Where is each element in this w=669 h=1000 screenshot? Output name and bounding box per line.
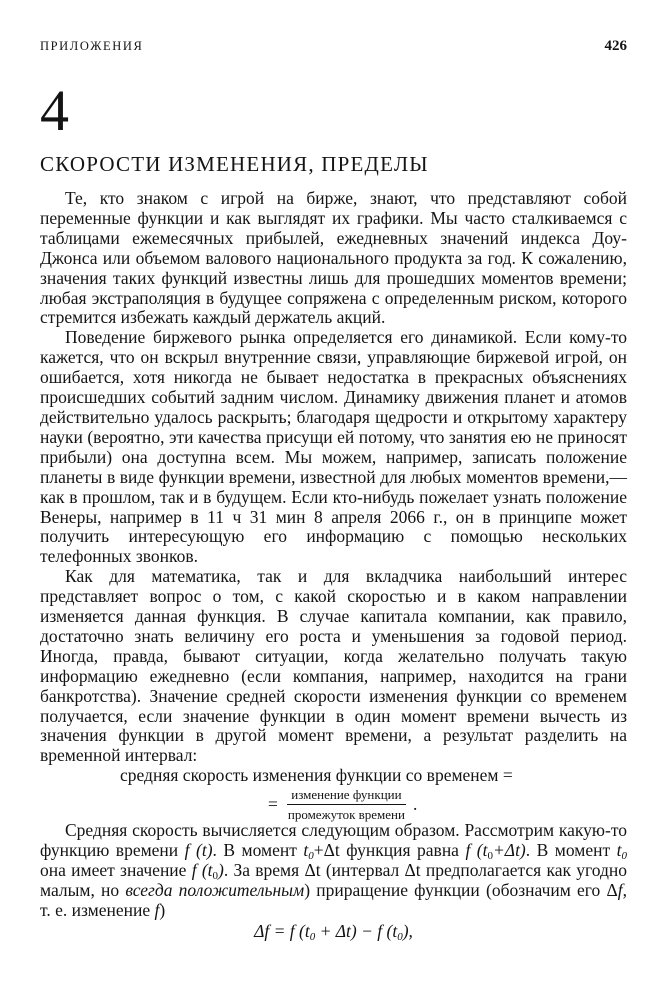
t0-symbol: $t_0$ (616, 840, 627, 863)
formula-end: . (412, 793, 418, 814)
delta-f-formula: Δf = f $(t_0 + \Delta t) - f$ $(t_0)$, (254, 920, 413, 943)
formula-fraction-group (268, 787, 417, 822)
paragraph-4: Средняя скорость вычисляется следующим образом. Рассмотрим какую-то функцию времени f (t). В момент $t_0+\Delta t$ функция равна f $(t_0+\Delta t)$. В момент $t_0$ она имеет значение f $(t_0)$. За время Δt (интервал Δt предполагается как угодно малым, но всегда положительным) приращение функции (обозначим его Δf, т. е. изменение f) (40, 820, 627, 920)
running-head (40, 38, 627, 55)
section-label: ПРИЛОЖЕНИЯ (40, 39, 144, 53)
average-rate-formula (40, 765, 627, 823)
f-symbol: f (154, 899, 160, 920)
f-symbol: f (617, 880, 623, 900)
t0-symbol: $t_0$ (303, 840, 314, 863)
chapter-number: 4 (40, 78, 69, 143)
paragraph-3: Как для математика, так и для вкладчика наибольший интерес представляет вопрос о том, с какой скоростью и в каком направлении изменяется данная функция. В случае капитала компании, как правило, достаточно знать величину его роста и уменьшения за годовой период. Иногда, правда, бывают ситуации, когда желательно получать такую информацию ежедневно (если компания, например, находится на грани банкротства). Значение средней скорости изменения функции со временем получается, если значение функции в один момент времени вычесть из значения функции в другой момент времени, а результат разделить на временной интервал: (40, 566, 627, 766)
formula-equals: = (268, 793, 278, 814)
fraction (284, 787, 409, 822)
chapter-title: СКОРОСТИ ИЗМЕНЕНИЯ, ПРЕДЕЛЫ (40, 152, 429, 176)
paragraph-1: Те, кто знаком с игрой на бирже, знают, что представляют собой переменные функции и как выглядят их графики. Мы часто сталкиваемся с таблицами ежемесячных прибылей, ежедневных значений индекса Доу-Джонса или объемом валового национального продукта за год. К сожалению, значения таких функций известны лишь для прошедших моментов времени; любая экстраполяция в будущее сопряжена с определенным риском, которого стремится избежать каждый держатель акций. (40, 188, 627, 328)
emphasis: всегда положительным (125, 880, 305, 900)
fraction-denominator: промежуток времени (287, 807, 405, 823)
formula-lhs: средняя скорость изменения функции со временем = (120, 765, 513, 786)
body-text (40, 189, 627, 942)
fraction-numerator: изменение функции (287, 787, 405, 805)
f-of-t: f (t) (184, 840, 213, 861)
paragraph-2: Поведение биржевого рынка определяется его динамикой. Если кому-то кажется, что он вскрыл внутренние связи, управляющие биржевой игрой, он ошибается, хотя никогда не бывает недостатка в прекрасных объяснениях происшедших событий задним числом. Динамику движения планет и атомов действительно удалось раскрыть; благодаря щедрости и открытому характеру науки (вероятно, эти качества присущи ей потому, что занятия ею не приносят прибыли) она доступна всем. Мы можем, например, записать положение планеты в виде функции времени, известной для любых моментов времени,— как в прошлом, так и в будущем. Если кто-нибудь пожелает узнать положение Венеры, например в 11 ч 31 мин 8 апреля 2066 г., он в принципе может получить интересующую его информацию с помощью нескольких телефонных звонков. (40, 327, 627, 567)
page-number: 426 (604, 38, 627, 54)
